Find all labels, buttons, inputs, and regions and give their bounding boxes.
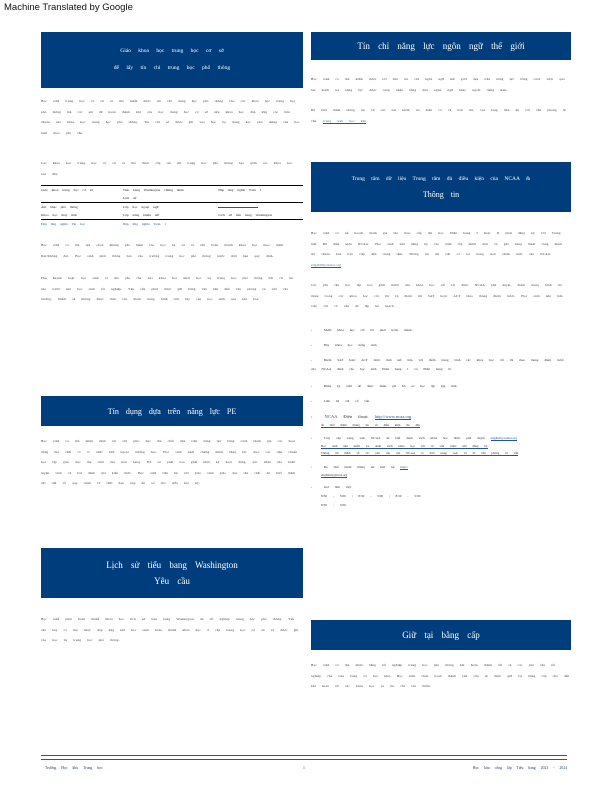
left-column [41,32,303,642]
table-cell [41,194,123,203]
banner-title-line2: Thông tin [422,190,460,199]
table-cell: Đáp ứng nghĩa Toán 1 [122,222,167,226]
table-row [41,194,303,203]
middle-school-credit-paragraph: Học sinh trung học cơ sở có thể kiếm được tín chỉ trung học phổ thông cho các khóa học trung học phổ thông mà các em đã hoàn thành khi còn học trung học cơ sở nếu khóa học đáp ứng các tiêu chuẩn của khóa học trung học phổ thông. Tín chỉ sẽ được ghi vào học bạ trung học phổ thông của học sinh theo yêu cầu. [41,99,300,135]
footer-page-number: 1 [303,766,305,770]
table-cell: Lịch sử [123,194,218,203]
table-cell: Đáp ứng nghĩa Tin học [41,222,86,226]
table-cell: Đáp ứng nghĩa Toán 1 [218,188,262,192]
phone-label: Điện thoại: [343,413,369,419]
washington-history-paragraph: Học sinh phải hoàn thành khóa học lịch sử tiểu bang Washington để tốt nghiệp trung học phổ thông. Yêu cầu này có thể được đáp ứng khi học sinh hoàn thành khóa học ở cấp trung học cơ sở và được ghi vào học bạ trung học phổ thông. [41,617,299,642]
banner-title-line2: Yêu cầu [154,575,190,586]
banner-title: Tín dụng dựa trên năng lực PE [107,406,237,416]
list-item: › Giờ làm việc [311,484,352,489]
world-language-contact [311,105,571,126]
table-cell [218,220,303,229]
footer-left: Trường Học khu Trung học [45,766,103,770]
list-text: Liên hệ với cố vấn [323,398,370,403]
district-website-link[interactable]: trang web học khu [323,118,367,123]
list-item: › Điểm SAT hoặc ACT được tính kết hợp với điểm trung bình các khóa học cốt lõi theo thang điểm trượt của NCAA dành cho học sinh Phân hạng I và Phân hạng II. [311,357,564,371]
banner-title-line1: Lịch sử tiểu bang Washington [106,559,238,570]
list-subtext [311,450,571,457]
banner-world-language [311,32,571,60]
table-cell [218,194,303,203]
list-subtext [311,421,571,430]
banner-title: Giữ tại bằng cấp [402,629,480,640]
ncaa-requirements-paragraph: Các yêu cầu học tập bao gồm mười sáu khóa học cốt lõi được NCAA phê duyệt, điểm trung bình tối thiểu trong các khóa học cốt lõi và điểm thi SAT hoặc ACT theo thang điểm trượt. Học sinh nên làm việc với cố vấn để lập kế hoạch. [311,283,563,308]
table-cell [218,203,303,212]
table-row [41,203,303,212]
world-language-paragraph: Học sinh có thể kiếm được tới bốn tín chỉ ngôn ngữ thế giới dựa trên năng lực bằng cách vượt qua bài kiểm tra năng lực được công nhận bằng một ngôn ngữ khác ngoài tiếng Anh. [311,77,565,92]
list-item: › Đăng ký sớm để được đánh giá hồ sơ học tập kịp thời. [311,383,458,388]
ncaa-eligibility-link[interactable]: eligibilitycenter.org [311,262,342,267]
banner-washington-history [41,548,303,598]
ncaa-website-link[interactable]: http://www.ncaa.org [374,413,412,419]
table-row [41,186,303,195]
transcript-removal-paragraph: Phụ huynh hoặc học sinh có thể yêu cầu xóa khóa học khỏi học bạ trung học phổ thông bất cứ lúc nào trước khi học sinh tốt nghiệp. Yêu cầu phải được gửi bằng văn bản đến văn phòng tư vấn của trường. Điểm sẽ không được tính vào điểm trung bình tích lũy của học sinh sau khi xóa. [41,276,294,301]
ncaa-section [311,228,571,510]
table-cell: Lớp năng khiếu AP [123,211,218,220]
ncaa-label: NCAA [324,413,338,419]
machine-translated-watermark: Machine Translated by Google [4,2,133,13]
list-text: Truy cập trang web NCAA để biết danh sách khóa học được phê duyệt [323,435,485,440]
banner-hold-diploma [311,620,571,650]
list-item: › NCAA Điện thoại: http://www.ncaa.org [311,413,412,419]
list-text: Đăng ký sớm để được đánh giá hồ sơ học tập kịp thời. [323,383,458,388]
office-hours-2: 8:30 - 5:00 [321,502,346,507]
pass-fail-paragraph: Học sinh có thể lựa chọn không ghi điểm vào học bạ và có thể hoàn thành khóa học theo điểm Đạt/Không đạt. Học sinh phải thông báo cho trường trung học phổ thông trước thời hạn quy định. [41,243,284,258]
list-subtext-link[interactable]: Học sinh nên kiểm tra danh sách khóa học với cố vấn trước khi đăng ký. [321,443,489,448]
page-footer [41,755,567,778]
list-item: › Để biết thêm thông tin liên hệ http:// [311,464,409,469]
list-subtext-link[interactable]: để biết thêm thông tin về điều kiện thi đấu [321,422,420,427]
banner-middle-school-credit [41,32,303,88]
list-text: Bảy khóa học tiếng Anh [323,342,377,347]
office-hours-1: 8:30 - 5:00 | 8:30 - 5:00 | 8:30 - 5:00 [321,493,421,498]
table-row [41,211,303,220]
table-row [41,220,303,229]
table-cell: Tiểu bang Washington chứng nhận [122,188,184,192]
table-cell: Khoa học máy tính [41,211,123,220]
pe-competency-paragraph: Học sinh có thể nhận được tín chỉ giáo dục thể chất dựa trên năng lực bằng cách tham gia các hoạt động thể chất có tổ chức bên ngoài trường học. Học sinh phải chứng minh năng lực theo các tiêu chuẩn học tập giáo dục thể chất của tiểu bang. Hồ sơ phải bao gồm nhật ký hoạt động, xác nhận của huấn luyện viên và bài đánh giá kiến thức. Học sinh liên hệ với giáo viên giáo dục thể chất để biết thêm chi tiết về quy trình và thời hạn nộp hồ sơ cho mỗi học kỳ. [41,439,298,485]
list-item: › Mười khóa học cốt lõi phải hoàn thành [311,327,412,332]
course-list-link[interactable]: eligibilitycenter.org [490,435,518,440]
table-cell: Giáo khoa trung học cơ sở [41,188,94,192]
list-item: › Truy cập trang web NCAA để biết danh sách khóa học được phê duyệt eligibilitycenter.org [311,435,518,440]
contact-link[interactable]: http:// [400,464,409,469]
footer-rule [41,755,567,760]
banner-title-line2: để lấy tín chỉ trung học phổ thông [113,65,231,71]
list-item: › Liên hệ với cố vấn [311,398,370,403]
list-subtext [311,443,571,450]
list-text: Để biết thêm thông tin liên hệ [323,464,395,469]
list-text: Mười khóa học cốt lõi phải hoàn thành [323,327,412,332]
hold-diploma-paragraph: Học sinh có thể nhận bằng tốt nghiệp trung học phổ thông khi hoàn thành tất cả các yêu cầu tốt nghiệp của tiểu bang và học khu. Học sinh chưa hoàn thành yêu cầu sẽ được giữ lại bằng cấp cho đến khi hoàn tất các khóa học và tín chỉ còn thiếu. [311,663,570,688]
footer-text [41,766,567,778]
banner-pe-competency [41,396,303,426]
ncaa-paragraph [311,228,571,270]
list-subtext [311,472,571,479]
banner-title-line1: Trung tâm dữ liệu Trung tâm đủ điều kiện của NCAA & [351,176,531,182]
eligible-courses-table [41,185,303,228]
list-text: Giờ làm việc [323,484,352,489]
table-cell: Âm nhạc phổ thông [41,205,78,209]
eligible-courses-intro: Các khóa học trung học cơ sở có thể được cấp tín chỉ trung học phổ thông bao gồm các khóa học sau đây: [41,161,293,176]
right-column [311,32,571,688]
banner-title-line1: Giáo khoa học trung học cơ sở [120,48,224,54]
table-cell: Lớp học ngoại ngữ [122,205,159,209]
list-item: › Bảy khóa học tiếng Anh [311,342,377,347]
contact-text: Để biết thêm thông tin về các bài kiểm tra hiện có và lịch thi, vui lòng liên hệ với văn phòng tư vấn. [311,108,566,123]
footer-right: Học khu công lập Tiểu bang 2023 - 2024 [472,766,567,770]
list-subtext-link[interactable]: Thông tin thêm về các yêu cầu của NCAA có trên trang web và từ văn phòng tư vấn [321,450,519,455]
contact-email-link[interactable]: eligibility@ncaa.org [321,472,348,477]
banner-title: Tín chỉ năng lực ngôn ngữ thế giới [357,40,525,51]
list-text: Điểm SAT hoặc ACT được tính kết hợp với điểm trung bình các khóa học cốt lõi theo thang điểm trượt của NCAA dành cho học sinh Phân hạng I và Phân hạng II. [311,357,564,371]
table-cell: Lịch sử tiểu bang Washington [218,211,303,220]
ncaa-text: Học sinh có kế hoạch tham gia thể thao cấp đại học Phân hạng I hoặc II phải đăng ký với Trung tâm Đủ điều kiện NCAA. Học sinh nên đăng ký vào năm lớp mười một và gửi bảng điểm cùng điểm thi chuẩn hóa trực tiếp đến trung tâm. Thông tin chi tiết có tại trang web chính thức của NCAA. [311,231,562,256]
banner-ncaa [311,162,571,212]
